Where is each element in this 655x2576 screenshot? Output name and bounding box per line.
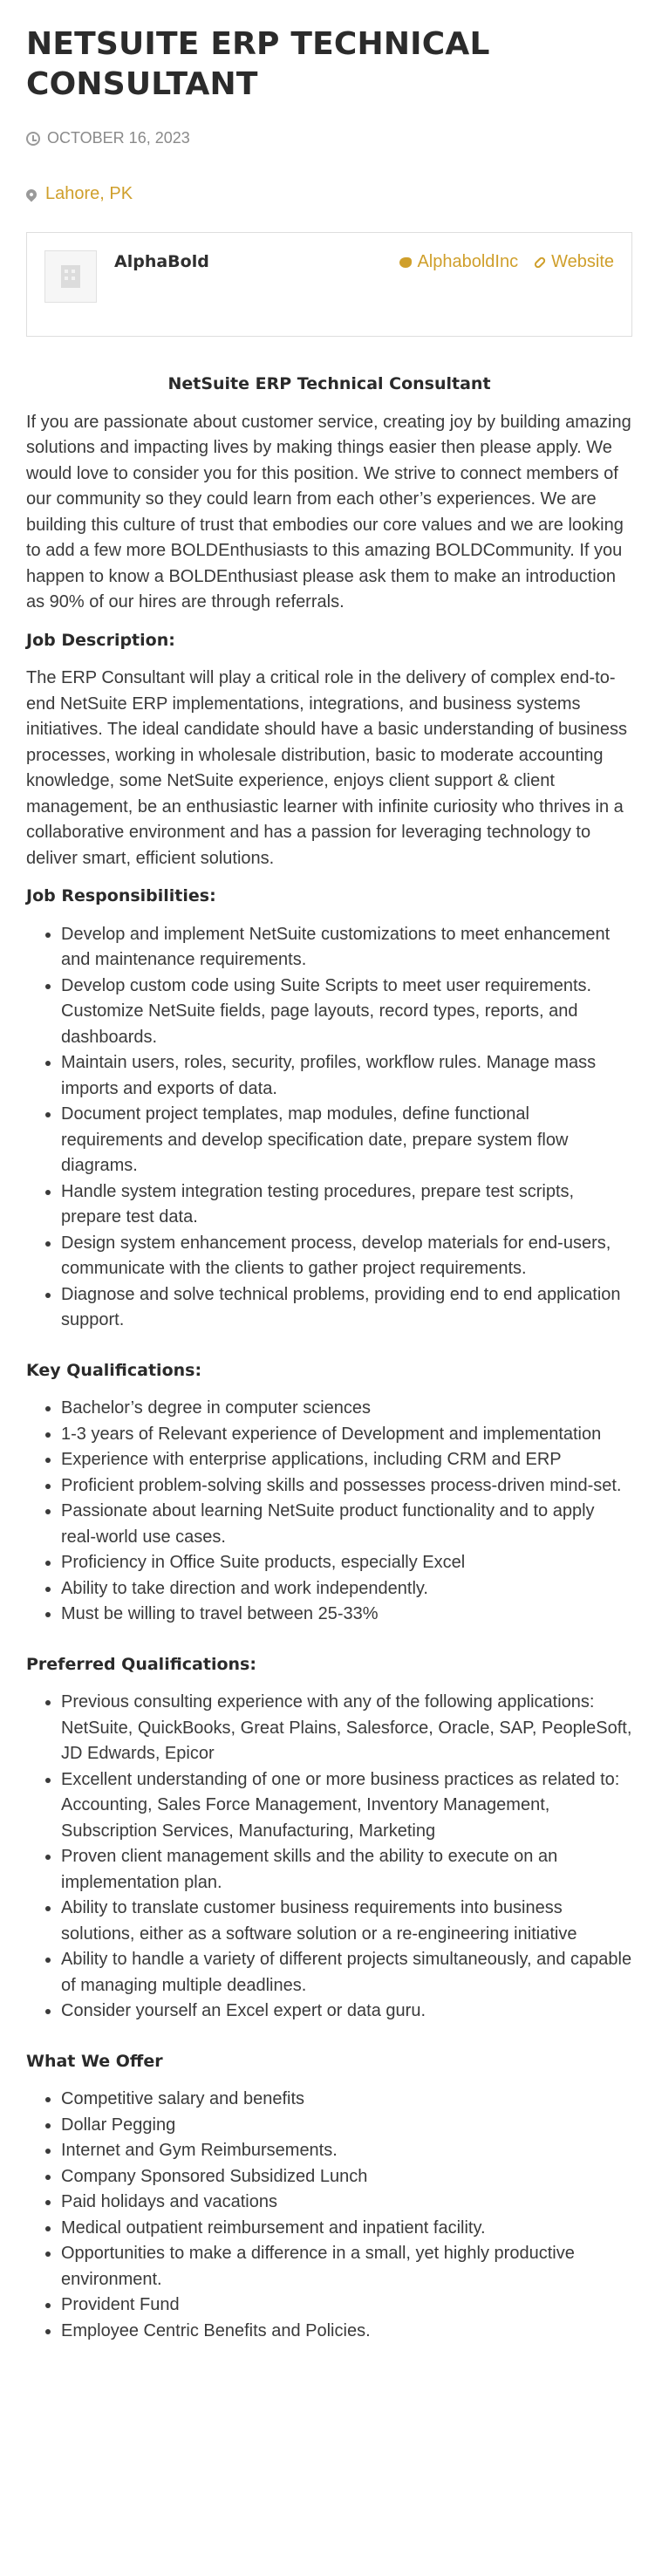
link-icon [533, 256, 547, 270]
list-item: • Ability to translate customer business requirements into business solutions, either as a software solution or a re-engineering initiative [61, 1896, 632, 1947]
job-container [26, 24, 632, 2368]
company-logo [44, 250, 97, 303]
job-content [26, 372, 632, 2344]
list-item: • Excellent understanding of one or more business practices as related to: Accounting, Sales Force Management, Inventory Management, Subscription Services, Manufacturing, Marketing [61, 1767, 632, 1845]
list-item: • Diagnose and solve technical problems, providing end to end application support. [61, 1282, 632, 1334]
company-card [26, 232, 632, 337]
location-link[interactable]: Lahore, PK [45, 184, 133, 203]
key-qualifications-heading: Key Qualifications: [26, 1360, 202, 1380]
website-label: Website [551, 252, 614, 271]
key-qualifications-list [26, 1396, 632, 1628]
list-item: • Experience with enterprise applications, including CRM and ERP [61, 1447, 632, 1473]
list-item: • Company Sponsored Subsidized Lunch [61, 2164, 632, 2190]
list-item: • Employee Centric Benefits and Policies. [61, 2319, 632, 2345]
list-item: • Competitive salary and benefits [61, 2087, 632, 2113]
list-item: • Provident Fund [61, 2292, 632, 2319]
intro-paragraph: If you are passionate about customer service, creating joy by building amazing solutions and impacting lives by making things easier then please apply. We would love to consider you for this position. We strive to connect members of our community so they could learn from each other’s experiences. We are building this culture of trust that embodies our core values and we are looking to add a few more BOLDEnthusiasts to this amazing BOLDCommunity. If you happen to know a BOLDEnthusiast please ask them to make an introduction as 90% of our hires are through referrals. [26, 412, 631, 612]
preferred-qualifications-heading: Preferred Qualifications: [26, 1654, 256, 1674]
list-item: • Opportunities to make a difference in a small, yet highly productive environment. [61, 2241, 632, 2292]
list-item: • Handle system integration testing procedures, prepare test scripts, prepare test data. [61, 1179, 632, 1231]
list-item: • Paid holidays and vacations [61, 2190, 632, 2216]
location-row [26, 184, 632, 204]
list-item: • Internet and Gym Reimbursements. [61, 2138, 632, 2164]
offers-list [26, 2087, 632, 2344]
list-item: • 1-3 years of Relevant experience of Development and implementation [61, 1422, 632, 1448]
list-item: • Ability to handle a variety of different projects simultaneously, and capable of managing multiple deadlines. [61, 1947, 632, 1999]
preferred-qualifications-list [26, 1690, 632, 2025]
list-item: • Develop and implement NetSuite customizations to meet enhancement and maintenance requirements. [61, 922, 632, 974]
list-item: • Ability to take direction and work independently. [61, 1576, 632, 1602]
map-pin-icon [24, 187, 39, 202]
responsibilities-list [26, 922, 632, 1334]
company-links [399, 252, 614, 272]
list-item: • Maintain users, roles, security, profiles, workflow rules. Manage mass imports and exports of data. [61, 1050, 632, 1102]
list-item: • Develop custom code using Suite Scripts to meet user requirements. Customize NetSuite fields, page layouts, record types, reports, and dashboards. [61, 974, 632, 1051]
list-item: • Bachelor’s degree in computer sciences [61, 1396, 632, 1422]
list-item: • Passionate about learning NetSuite product functionality and to apply real-world use cases. [61, 1499, 632, 1550]
list-item: • Consider yourself an Excel expert or data guru. [61, 1999, 632, 2025]
twitter-icon [399, 257, 412, 268]
list-item: • Design system enhancement process, develop materials for end-users, communicate with the clients to gather project requirements. [61, 1231, 632, 1282]
posted-date-row [26, 129, 632, 147]
clock-icon [26, 132, 40, 146]
list-item: • Medical outpatient reimbursement and inpatient facility. [61, 2216, 632, 2242]
twitter-link[interactable] [399, 252, 518, 272]
building-icon [61, 265, 80, 288]
list-item: • Previous consulting experience with any of the following applications: NetSuite, QuickBooks, Great Plains, Salesforce, Oracle, SAP, PeopleSoft, JD Edwards, Epicor [61, 1690, 632, 1767]
list-item: • Dollar Pegging [61, 2113, 632, 2139]
list-item: • Proficient problem-solving skills and possesses process-driven mind-set. [61, 1473, 632, 1500]
twitter-handle: AlphaboldInc [417, 252, 519, 271]
offers-heading: What We Offer [26, 2051, 163, 2071]
content-heading: NetSuite ERP Technical Consultant [167, 374, 491, 393]
website-link[interactable] [534, 252, 614, 272]
job-title: NETSUITE ERP TECHNICAL CONSULTANT [26, 26, 490, 102]
list-item: • Proven client management skills and the ability to execute on an implementation plan. [61, 1844, 632, 1896]
responsibilities-heading: Job Responsibilities: [26, 886, 216, 905]
list-item: • Proficiency in Office Suite products, especially Excel [61, 1550, 632, 1576]
list-item: • Document project templates, map modules, define functional requirements and develop specification date, prepare system flow diagrams. [61, 1102, 632, 1179]
posted-date: OCTOBER 16, 2023 [47, 129, 190, 147]
description-heading: Job Description: [26, 630, 175, 650]
list-item: • Must be willing to travel between 25-33% [61, 1602, 632, 1628]
company-name: AlphaBold [114, 252, 209, 271]
description-paragraph: The ERP Consultant will play a critical role in the delivery of complex end-to-end NetSuite ERP implementations, integrations, and business systems initiatives. The ideal candidate should have a basic understanding of business processes, working in wholesale distribution, basic to moderate accounting knowledge, some NetSuite experience, enjoys client support & client management, be an enthusiastic learner with infinite curiosity who thrives in a collaborative environment and has a passion for leveraging technology to deliver smart, efficient solutions. [26, 668, 627, 868]
